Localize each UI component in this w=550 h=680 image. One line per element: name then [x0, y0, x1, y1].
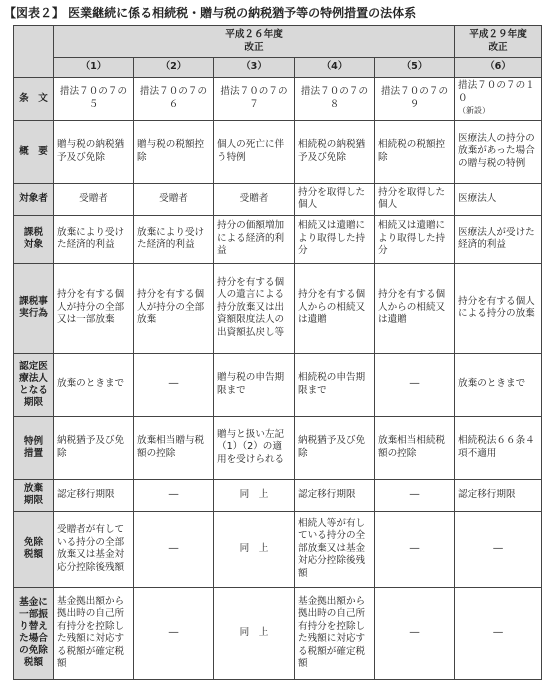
table-cell: ―	[375, 587, 455, 679]
table-cell: 個人の死亡に伴う特例	[214, 120, 295, 183]
table-cell: 医療法人の持分の放棄があった場合の贈与税の特例	[455, 120, 542, 183]
table-cell: 放棄により受けた経済的利益	[54, 215, 134, 263]
col-number-3: （3）	[214, 58, 295, 78]
table-cell: 持分を有する個人が持分の全部放棄	[134, 263, 214, 353]
row-label: 特例 措置	[14, 416, 54, 479]
table-cell: 措法７０の７の５	[54, 78, 134, 121]
table-row	[14, 183, 542, 215]
col-number-6: （6）	[455, 58, 542, 78]
cell-text: 措法７０の７の１０	[458, 80, 535, 104]
table-cell: 受贈者が有している持分の全部放棄又は基金対応分控除後残額	[54, 511, 134, 587]
table-cell: 贈与税の納税猶予及び免除	[54, 120, 134, 183]
table-cell: 贈与税の税額控除	[134, 120, 214, 183]
table-cell: 相続税の申告期限まで	[295, 353, 375, 416]
table-cell: ―	[375, 353, 455, 416]
table-cell: 持分を有する個人からの相続又は遺贈	[295, 263, 375, 353]
row-label: 対象者	[14, 183, 54, 215]
table-cell: 同 上	[214, 587, 295, 679]
table-cell: 基金拠出額から拠出時の自己所有持分を控除した残額に対応する税額が確定税額	[54, 587, 134, 679]
table-cell: 医療法人が受けた経済的利益	[455, 215, 542, 263]
table-cell: 措法７０の７の８	[295, 78, 375, 121]
header-h29: 平成２９年度 改正	[455, 26, 542, 58]
row-label: 放棄 期限	[14, 479, 54, 511]
table-cell: 措法７０の７の７	[214, 78, 295, 121]
table-cell	[455, 78, 542, 121]
table-row	[14, 215, 542, 263]
table-cell: 相続人等が有している持分の全部放棄又は基金対応分控除後残額	[295, 511, 375, 587]
table-cell: 受贈者	[54, 183, 134, 215]
table-row	[14, 263, 542, 353]
row-label: 認定医 療法人 となる 期限	[14, 353, 54, 416]
row-label: 基金に 一部振 り替え た場合 の免除 税額	[14, 587, 54, 679]
table-cell: 同 上	[214, 479, 295, 511]
column-number-row	[14, 58, 542, 78]
table-cell: 基金拠出額から拠出時の自己所有持分を控除した残額に対応する税額が確定税額	[295, 587, 375, 679]
col-number-1: （1）	[54, 58, 134, 78]
table-row	[14, 353, 542, 416]
table-row	[14, 416, 542, 479]
table-cell: 措法７０の７の９	[375, 78, 455, 121]
table-cell: 持分を取得した個人	[375, 183, 455, 215]
table-cell: 相続又は遺贈により取得した持分	[375, 215, 455, 263]
table-cell: 納税猶予及び免除	[295, 416, 375, 479]
col-number-4: （4）	[295, 58, 375, 78]
table-row	[14, 511, 542, 587]
table-cell: 持分を有する個人が持分の全部又は一部放棄	[54, 263, 134, 353]
table-cell: 納税猶予及び免除	[54, 416, 134, 479]
figure-title: 【図表２】 医業継続に係る相続税・贈与税の納税猶予等の特例措置の法体系	[4, 6, 417, 20]
table-cell: 受贈者	[214, 183, 295, 215]
cell-note: （新設）	[458, 106, 491, 115]
table-cell: 持分を取得した個人	[295, 183, 375, 215]
table-cell: ―	[375, 479, 455, 511]
table-cell: ―	[134, 511, 214, 587]
table-cell: 医療法人	[455, 183, 542, 215]
table-cell: 受贈者	[134, 183, 214, 215]
table-cell: 放棄相当贈与税額の控除	[134, 416, 214, 479]
table-cell: 認定移行期限	[455, 479, 542, 511]
table-cell: 放棄のときまで	[54, 353, 134, 416]
table-cell: 持分を有する個人の遺言による持分放棄又は出資額限度法人の出資額払戻し等	[214, 263, 295, 353]
corner-cell	[14, 26, 54, 78]
table-cell: 同 上	[214, 511, 295, 587]
table-cell: ―	[134, 353, 214, 416]
row-label: 免除 税額	[14, 511, 54, 587]
table-row	[14, 587, 542, 679]
table-row	[14, 78, 542, 121]
table-cell: 相続税の税額控除	[375, 120, 455, 183]
table-cell: 持分を有する個人からの相続又は遺贈	[375, 263, 455, 353]
row-label: 概 要	[14, 120, 54, 183]
row-label: 条 文	[14, 78, 54, 121]
table-cell: 相続又は遺贈により取得した持分	[295, 215, 375, 263]
table-cell: 相続税の納税猶予及び免除	[295, 120, 375, 183]
table-cell: ―	[134, 587, 214, 679]
table-cell: ―	[455, 511, 542, 587]
table-cell: 放棄のときまで	[455, 353, 542, 416]
table-cell: 持分を有する個人による持分の放棄	[455, 263, 542, 353]
row-label: 課税事 実行為	[14, 263, 54, 353]
table-cell: 持分の価額増加による経済的利益	[214, 215, 295, 263]
table-cell: ―	[375, 511, 455, 587]
table-cell: 認定移行期限	[295, 479, 375, 511]
table-cell: 贈与税の申告期限まで	[214, 353, 295, 416]
table-cell: ―	[134, 479, 214, 511]
table-cell: 相続税法６６条４項不適用	[455, 416, 542, 479]
table-row	[14, 120, 542, 183]
table-cell: 措法７０の７の６	[134, 78, 214, 121]
table-cell: 放棄により受けた経済的利益	[134, 215, 214, 263]
table-cell: 贈与と扱い左記（1）（2）の適用を受けられる	[214, 416, 295, 479]
table-cell: 放棄相当相続税額の控除	[375, 416, 455, 479]
col-number-5: （5）	[375, 58, 455, 78]
tax-measures-table	[13, 25, 542, 680]
header-h26: 平成２６年度 改正	[54, 26, 455, 58]
table-cell: ―	[455, 587, 542, 679]
col-number-2: （2）	[134, 58, 214, 78]
table-cell: 認定移行期限	[54, 479, 134, 511]
row-label: 課税 対象	[14, 215, 54, 263]
table-row	[14, 479, 542, 511]
